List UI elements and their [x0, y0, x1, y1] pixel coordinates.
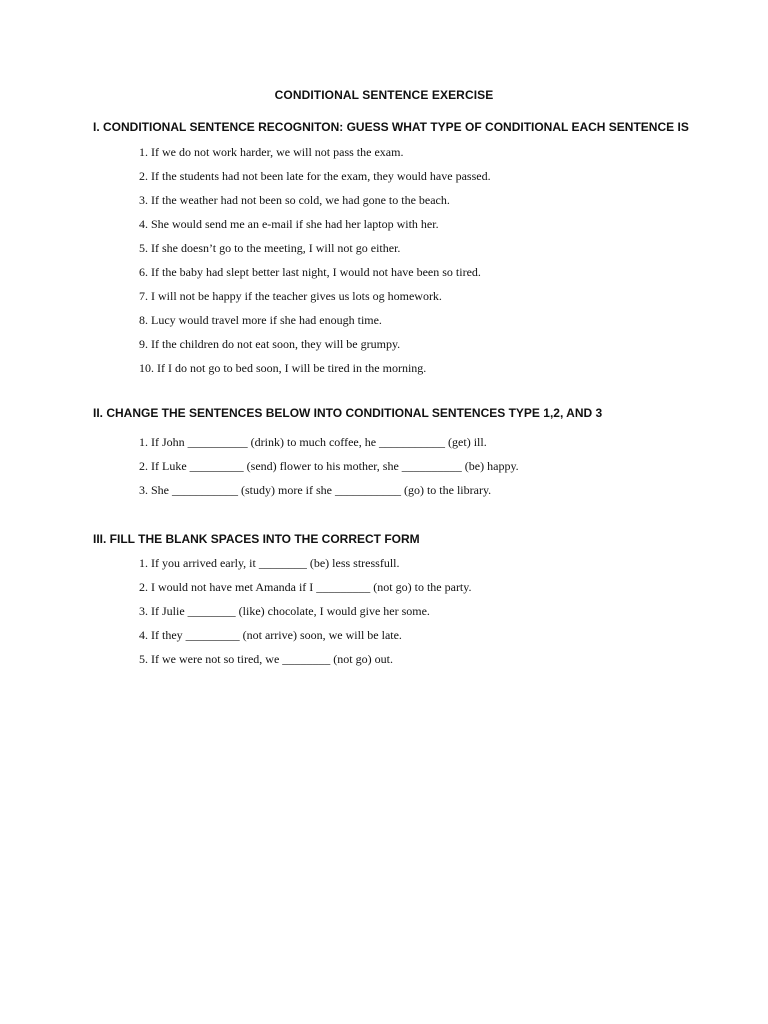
list-item: 5. If she doesn’t go to the meeting, I will not go either.: [139, 241, 401, 255]
section-heading-1: I. CONDITIONAL SENTENCE RECOGNITON: GUESS WHAT TYPE OF CONDITIONAL EACH SENTENCE IS: [93, 120, 689, 134]
list-item: 1. If John __________ (drink) to much coffee, he ___________ (get) ill.: [139, 435, 487, 449]
list-item: 3. She ___________ (study) more if she ___________ (go) to the library.: [139, 483, 492, 497]
list-item: 1. If we do not work harder, we will not pass the exam.: [139, 145, 404, 159]
list-item: 2. If Luke _________ (send) flower to his mother, she __________ (be) happy.: [139, 459, 519, 473]
section-2-list: [139, 435, 519, 507]
section-3-list: [139, 556, 472, 676]
list-item: 6. If the baby had slept better last night, I would not have been so tired.: [139, 265, 481, 279]
page-title: CONDITIONAL SENTENCE EXERCISE: [274, 88, 494, 102]
section-1-list: [139, 145, 491, 385]
list-item: 5. If we were not so tired, we ________ (not go) out.: [139, 652, 393, 666]
list-item: 10. If I do not go to bed soon, I will be tired in the morning.: [139, 361, 427, 375]
list-item: 8. Lucy would travel more if she had enough time.: [139, 313, 382, 327]
list-item: 2. I would not have met Amanda if I _________ (not go) to the party.: [139, 580, 472, 594]
list-item: 1. If you arrived early, it ________ (be) less stressfull.: [139, 556, 400, 570]
list-item: 4. She would send me an e-mail if she had her laptop with her.: [139, 217, 439, 231]
list-item: 7. I will not be happy if the teacher gives us lots og homework.: [139, 289, 442, 303]
list-item: 3. If Julie ________ (like) chocolate, I would give her some.: [139, 604, 430, 618]
section-heading-2: II. CHANGE THE SENTENCES BELOW INTO CONDITIONAL SENTENCES TYPE 1,2, AND 3: [93, 406, 603, 420]
list-item: 3. If the weather had not been so cold, we had gone to the beach.: [139, 193, 450, 207]
section-heading-3: III. FILL THE BLANK SPACES INTO THE CORRECT FORM: [93, 532, 420, 546]
list-item: 9. If the children do not eat soon, they will be grumpy.: [139, 337, 401, 351]
list-item: 4. If they _________ (not arrive) soon, we will be late.: [139, 628, 402, 642]
list-item: 2. If the students had not been late for the exam, they would have passed.: [139, 169, 491, 183]
